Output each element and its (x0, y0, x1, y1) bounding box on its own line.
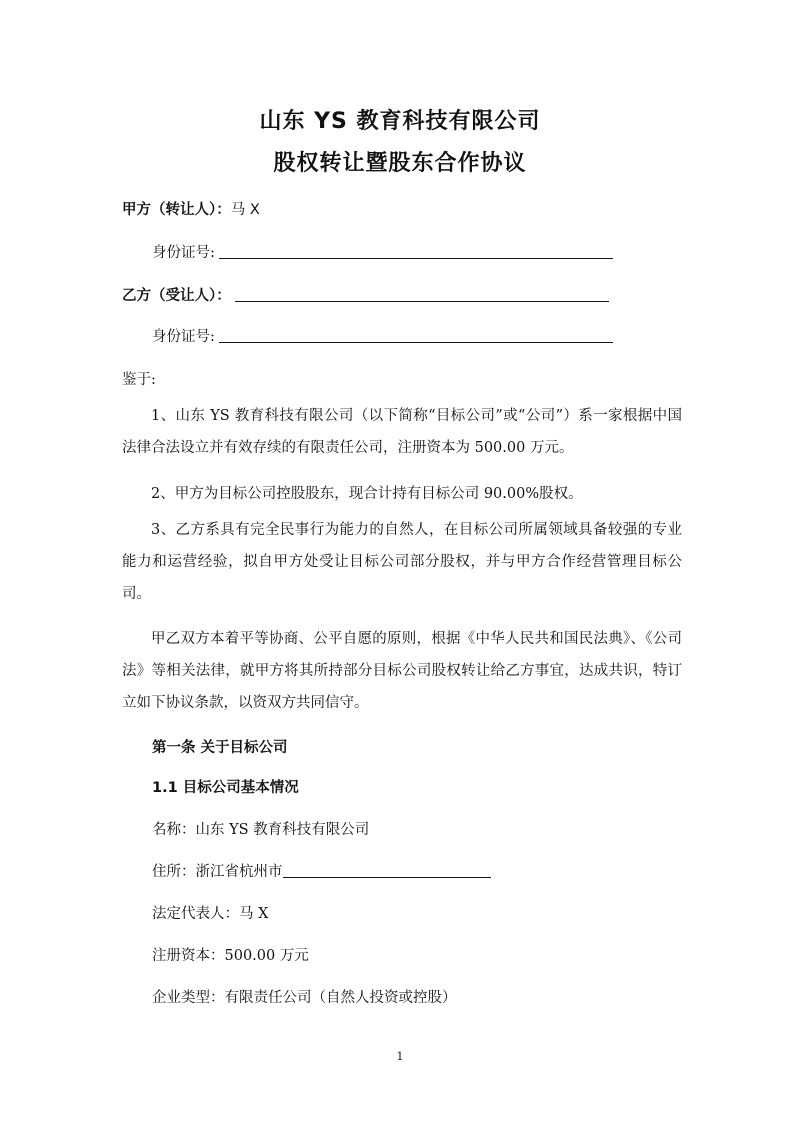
recital-1: 1、山东 YS 教育科技有限公司（以下简称“目标公司”或“公司”）系一家根据中国法律合法设立并有效存续的有限责任公司，注册资本为 500.00 万元。 (122, 408, 682, 456)
company-address: 住所：浙江省杭州市 (152, 864, 283, 880)
enterprise-type: 企业类型：有限责任公司（自然人投资或控股） (152, 990, 457, 1006)
party-a-id-blank (219, 242, 613, 259)
party-a-id-label: 身份证号: (152, 245, 215, 261)
registered-capital: 注册资本：500.00 万元 (152, 948, 309, 964)
legal-representative: 法定代表人：马 X (152, 906, 269, 922)
party-a-name: 马 X (230, 202, 260, 218)
party-b-line (122, 284, 609, 305)
title-line-2: 股权转让暨股东合作协议 (273, 151, 527, 176)
company-address-line (152, 860, 491, 881)
title-line-1: 山东 YS 教育科技有限公司 (259, 109, 541, 134)
address-blank (283, 861, 491, 878)
recital-4: 甲乙双方本着平等协商、公平自愿的原则，根据《中华人民共和国民法典》、《公司法》等相关法律，就甲方将其所持部分目标公司股权转让给乙方事宜，达成共识，特订立如下协议条款，以资双方共同信守。 (122, 631, 682, 711)
company-name: 名称：山东 YS 教育科技有限公司 (152, 822, 370, 838)
article-1-heading: 第一条 关于目标公司 (152, 740, 288, 756)
recital-3: 3、乙方系具有完全民事行为能力的自然人，在目标公司所属领域具备较强的专业能力和运营经验，拟自甲方处受让目标公司部分股权，并与甲方合作经营管理目标公司。 (122, 522, 682, 602)
party-a-line (122, 198, 260, 219)
page-number: 1 (396, 1050, 404, 1063)
party-a-label: 甲方（转让人）： (122, 202, 231, 218)
party-b-id-line (152, 325, 613, 346)
party-b-name-blank (235, 285, 609, 302)
whereas-label: 鉴于: (122, 372, 156, 388)
article-1-1-heading: 1.1 目标公司基本情况 (152, 780, 299, 796)
party-a-id-line (152, 241, 613, 262)
party-b-id-label: 身份证号: (152, 329, 215, 345)
recital-2: 2、甲方为目标公司控股股东，现合计持有目标公司 90.00%股权。 (151, 486, 583, 502)
party-b-id-blank (219, 326, 613, 343)
party-b-label: 乙方（受让人）： (122, 288, 231, 304)
